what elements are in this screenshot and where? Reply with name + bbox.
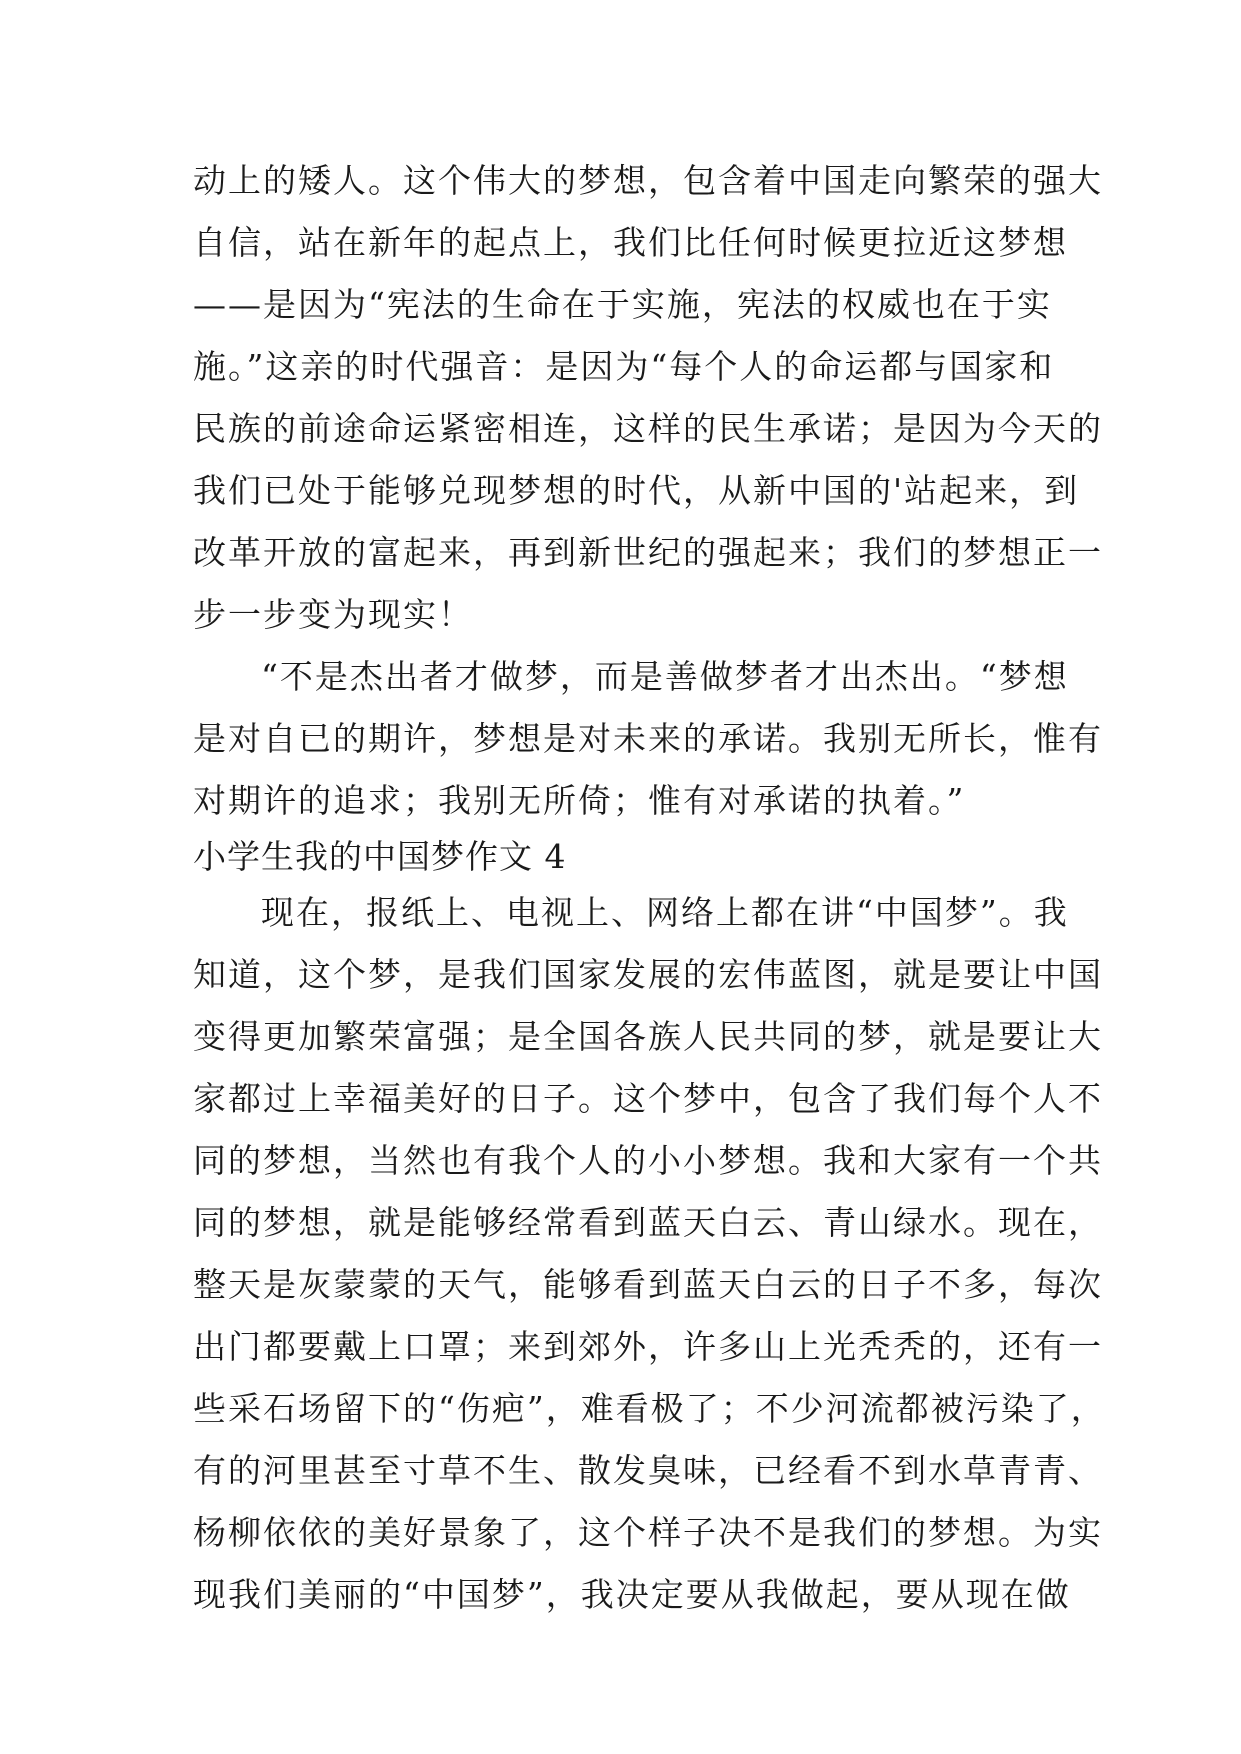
paragraph-line: 是对自已的期许，梦想是对未来的承诺。我别无所长，惟有 — [193, 719, 1103, 758]
paragraph-line: 动上的矮人。这个伟大的梦想，包含着中国走向繁荣的强大 — [193, 161, 1103, 200]
paragraph-line: 改革开放的富起来，再到新世纪的强起来；我们的梦想正一 — [193, 533, 1103, 572]
paragraph-line: 现在，报纸上、电视上、网络上都在讲“中国梦”。我 — [261, 893, 1069, 932]
paragraph-line: 对期许的追求；我别无所倚；惟有对承诺的执着。” — [193, 781, 966, 820]
paragraph-line: ——是因为“宪法的生命在于实施，宪法的权威也在于实 — [193, 285, 1052, 324]
paragraph-line: 有的河里甚至寸草不生、散发臭味，已经看不到水草青青、 — [193, 1451, 1103, 1490]
paragraph-line: 整天是灰蒙蒙的天气，能够看到蓝天白云的日子不多，每次 — [193, 1265, 1103, 1304]
paragraph-line: 家都过上幸福美好的日子。这个梦中，包含了我们每个人不 — [193, 1079, 1103, 1118]
paragraph-line: 些采石场留下的“伤疤”，难看极了；不少河流都被污染了， — [193, 1389, 1106, 1428]
paragraph-line: 施。”这亲的时代强音：是因为“每个人的命运都与国家和 — [193, 347, 1055, 386]
paragraph-line: 出门都要戴上口罩；来到郊外，许多山上光秃秃的，还有一 — [193, 1327, 1103, 1366]
paragraph-line: 同的梦想，当然也有我个人的小小梦想。我和大家有一个共 — [193, 1141, 1103, 1180]
paragraph-line: 知道，这个梦，是我们国家发展的宏伟蓝图，就是要让中国 — [193, 955, 1103, 994]
paragraph-line: 自信，站在新年的起点上，我们比任何时候更拉近这梦想 — [193, 223, 1068, 262]
document-body — [193, 150, 1106, 1626]
section-heading: 小学生我的中国梦作文 4 — [193, 837, 567, 876]
paragraph-line: “不是杰出者才做梦，而是善做梦者才出杰出。“梦想 — [261, 657, 1069, 696]
paragraph-line: 变得更加繁荣富强；是全国各族人民共同的梦，就是要让大 — [193, 1017, 1103, 1056]
paragraph-line: 民族的前途命运紧密相连，这样的民生承诺；是因为今天的 — [193, 409, 1103, 448]
paragraph-line: 同的梦想，就是能够经常看到蓝天白云、青山绿水。现在， — [193, 1203, 1103, 1242]
paragraph-line: 步一步变为现实！ — [193, 595, 473, 634]
paragraph-line: 杨柳依依的美好景象了，这个样子决不是我们的梦想。为实 — [193, 1513, 1103, 1552]
paragraph-line: 现我们美丽的“中国梦”，我决定要从我做起，要从现在做 — [193, 1575, 1071, 1614]
paragraph-line: 我们已处于能够兑现梦想的时代，从新中国的'站起来，到 — [193, 471, 1080, 510]
